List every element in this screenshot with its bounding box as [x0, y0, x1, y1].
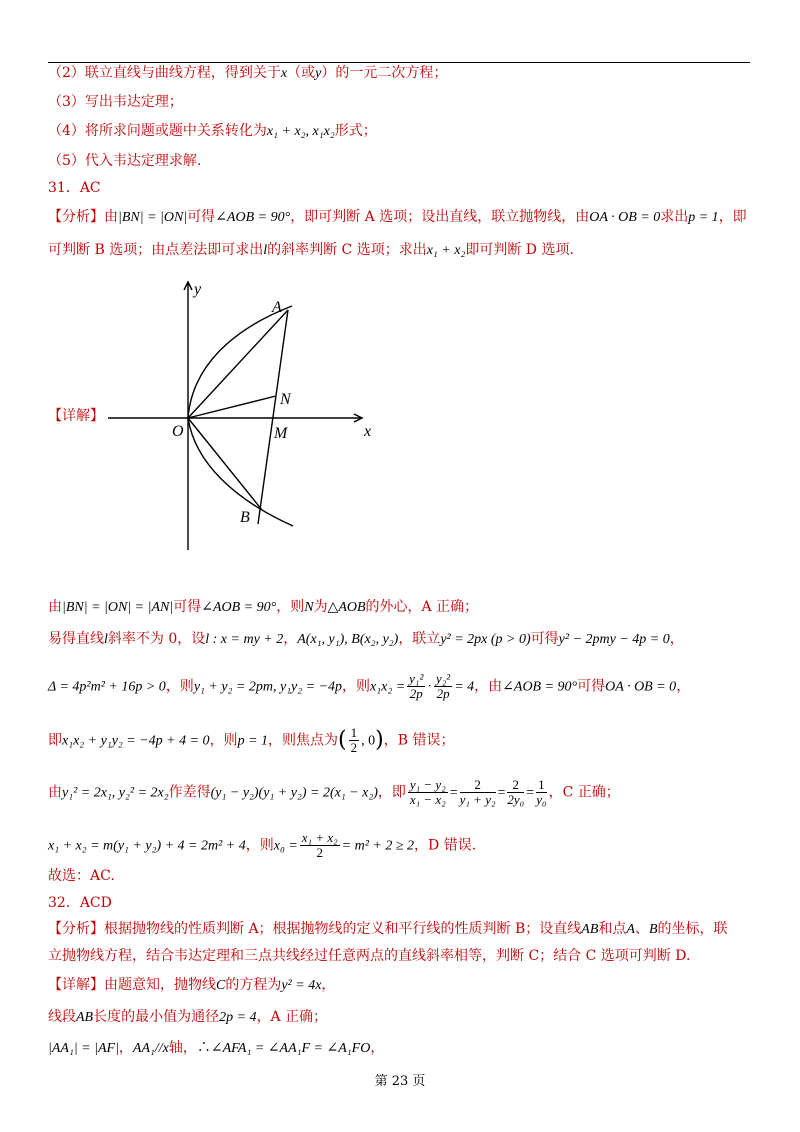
label-A: A	[272, 299, 282, 316]
fraction: $\frac{1}{2}$	[350, 725, 358, 755]
q31-detail-5: 由y₁² = 2x₁, y₂² = 2x₂作差得(y₁ − y₂)(y₁ + y₂) = 2(x₁ − x₂)，即 $\frac{\text{y₁ − y₂}}{\text{x₁ − x₂}}$ = $\frac{2}{\text{y₁ + y₂}}$ = $\frac{2}{\text{2y₀}}$ = $\frac{1}{\text{y₀}}$ ，C 正确；	[48, 777, 620, 807]
q31-detail-tag: 【详解】	[48, 408, 104, 424]
segment-ON	[188, 396, 276, 418]
label-N: N	[280, 391, 291, 408]
q32-number: 32．ACD	[48, 895, 112, 911]
q31-analysis-1: 【分析】由|BN| = |ON|可得∠AOB = 90°，即可判断 A 选项；设出直线，联立抛物线，由OA · OB = 0求出p = 1，即	[48, 209, 747, 225]
q32-detail-2: 线段AB长度的最小值为通径2p = 4，A 正确；	[48, 1009, 328, 1025]
fraction: $\frac{2}{\text{y₁ + y₂}}$	[459, 777, 496, 807]
step-3: （3）写出韦达定理；	[48, 94, 183, 110]
q31-analysis-2: 可判断 B 选项；由点差法即可求出l的斜率判断 C 选项；求出x₁ + x₂即可判断 D 选项.	[48, 242, 574, 258]
label-B: B	[240, 509, 250, 526]
step-2: （2）联立直线与曲线方程，得到关于x（或y）的一元二次方程；	[48, 65, 448, 81]
segment-OA	[188, 310, 288, 418]
parabola-figure	[100, 278, 380, 558]
label-x: x	[364, 423, 372, 440]
q31-detail-4: 即x₁x₂ + y₁y₂ = −4p + 4 = 0，则p = 1，则焦点为( $\frac{1}{2}$ , 0)，B 错误；	[48, 725, 455, 755]
page-footer: 第 23 页	[374, 1074, 426, 1089]
label-M: M	[274, 425, 288, 442]
q31-detail-2: 易得直线l斜率不为 0，设l : x = my + 2，A(x₁, y₁), B(x₂, y₂)，联立y² = 2px (p > 0)可得y² − 2pmy − 4p = 0，	[48, 631, 684, 647]
label-y: y	[194, 281, 202, 298]
fraction: $\frac{\text{x₁ + x₂}}{2}$	[301, 830, 338, 860]
fraction: $\frac{\text{y₁ − y₂}}{\text{x₁ − x₂}}$	[409, 777, 446, 807]
fraction: $\frac{2}{\text{2y₀}}$	[507, 777, 525, 807]
q32-analysis-2: 立抛物线方程，结合韦达定理和三点共线经过任意两点的直线斜率相等，判断 C；结合 C 选项可判断 D.	[48, 948, 691, 964]
segment-AB	[258, 310, 288, 524]
fraction: $\frac{\text{y₂²}}{2p}$	[436, 671, 451, 701]
q31-detail-1: 由|BN| = |ON| = |AN|可得∠AOB = 90°，则N为△AOB的外心，A 正确；	[48, 599, 479, 615]
q31-detail-6: x₁ + x₂ = m(y₁ + y₂) + 4 = 2m² + 4，则x₀ = $\frac{\text{x₁ + x₂}}{2}$ = m² + 2 ≥ 2，D 错误.	[48, 830, 477, 860]
step-5: （5）代入韦达定理求解.	[48, 153, 202, 169]
label-O: O	[172, 423, 184, 440]
q31-choose: 故选：AC.	[48, 868, 115, 884]
q31-number: 31．AC	[48, 180, 101, 196]
step-4: （4）将所求问题或题中关系转化为x₁ + x₂, x₁x₂形式；	[48, 123, 377, 139]
fraction: $\frac{\text{y₁²}}{2p}$	[409, 671, 424, 701]
q32-detail-3: |AA₁| = |AF|，AA₁//x轴，∴∠AFA₁ = ∠AA₁F = ∠A₁FO，	[48, 1040, 385, 1056]
segment-OB	[188, 418, 262, 510]
q32-detail-1: 【详解】由题意知，抛物线C的方程为y² = 4x，	[48, 977, 336, 993]
q32-analysis-1: 【分析】根据抛物线的性质判断 A；根据抛物线的定义和平行线的性质判断 B；设直线AB和点A、B的坐标，联	[48, 921, 728, 937]
q31-detail-3: Δ = 4p²m² + 16p > 0，则y₁ + y₂ = 2pm, y₁y₂ = −4p，则x₁x₂ = $\frac{\text{y₁²}}{2p}$ · $\frac{\text{y₂²}}{2p}$ = 4，由∠AOB = 90°可得OA · OB = 0，	[48, 671, 691, 701]
fraction: $\frac{1}{\text{y₀}}$	[536, 777, 547, 807]
